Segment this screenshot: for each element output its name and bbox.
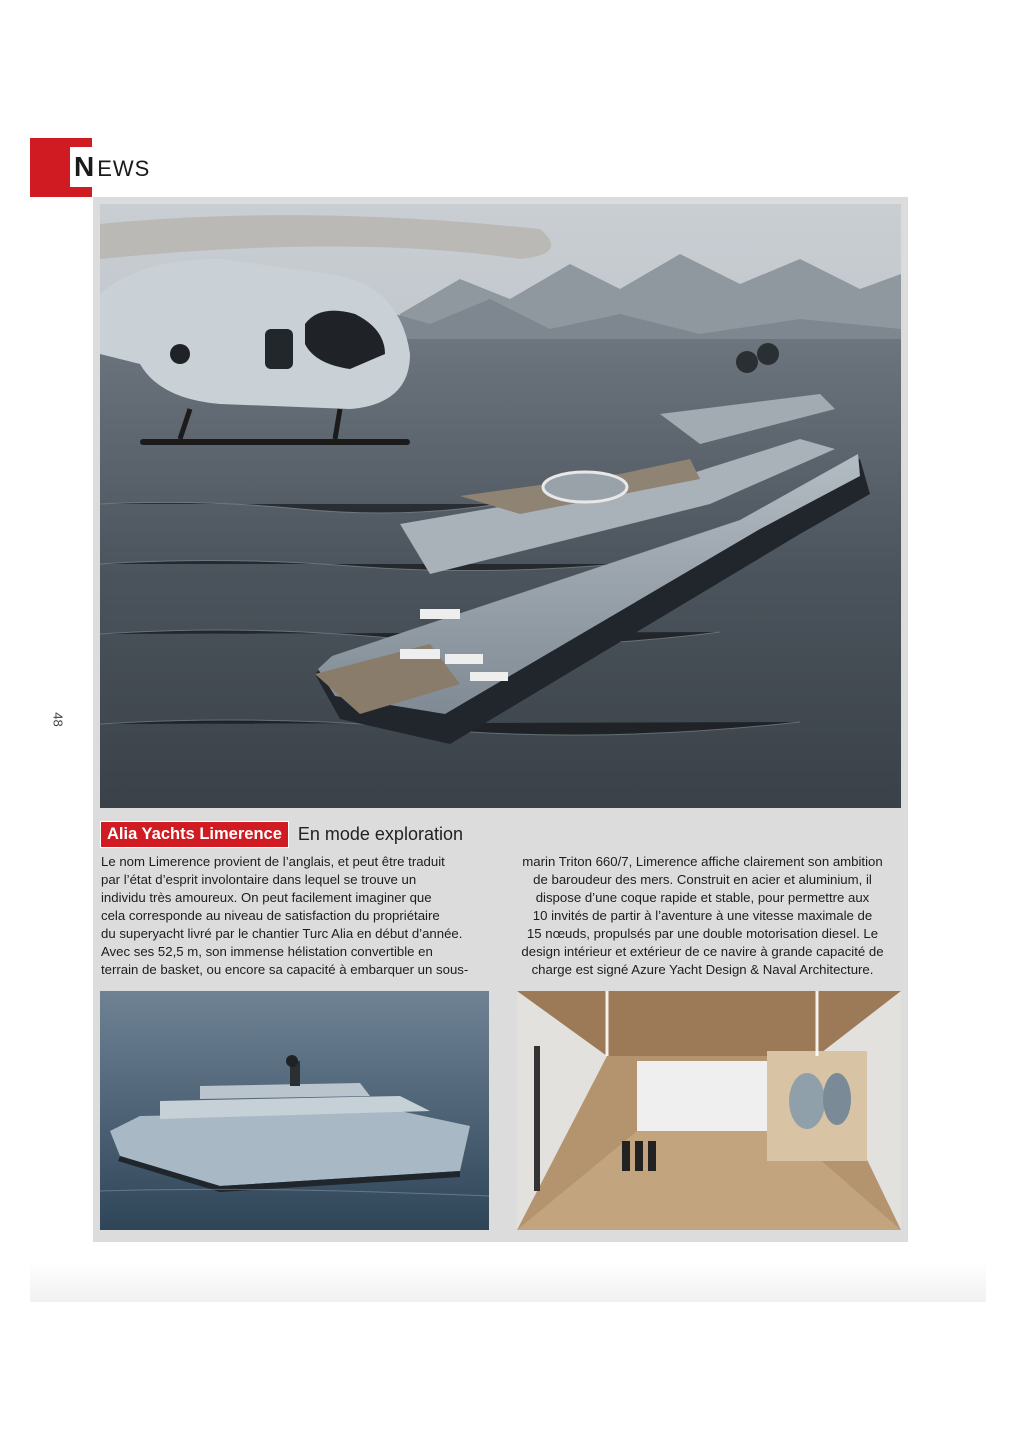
- text-line: du superyacht livré par le chantier Turc Alia en début d’année.: [101, 926, 463, 941]
- section-label: EWS: [97, 155, 151, 181]
- article-title-row: [100, 821, 463, 847]
- article-subtitle: En mode exploration: [297, 823, 463, 844]
- text-line: Avec ses 52,5 m, son immense hélistation convertible en: [101, 944, 433, 959]
- text-line: 15 nœuds, propulsés par une double motorisation diesel. Le: [526, 926, 879, 941]
- text-line: de baroudeur des mers. Construit en acier et aluminium, il: [533, 872, 872, 887]
- section-header: [70, 147, 150, 187]
- text-line: terrain de basket, ou encore sa capacité à embarquer un sous-: [101, 962, 469, 977]
- section-initial: N: [70, 147, 97, 187]
- text-line: cela corresponde au niveau de satisfaction du propriétaire: [101, 908, 440, 923]
- article-column-1: [101, 853, 476, 979]
- text-line: 10 invités de partir à l’aventure à une vitesse maximale de: [532, 908, 873, 923]
- article-title-tag: Alia Yachts Limerence: [100, 821, 289, 848]
- photo-interior-graphic: [517, 991, 901, 1230]
- page-number: 48: [50, 712, 66, 727]
- text-line: dispose d’une coque rapide et stable, pour permettre aux: [535, 890, 870, 905]
- text-line: individu très amoureux. On peut facilement imaginer que: [101, 890, 432, 905]
- photo-yacht-cruising: [100, 991, 489, 1230]
- text-line: Le nom Limerence provient de l’anglais, et peut être traduit: [101, 854, 445, 869]
- text-line: design intérieur et extérieur de ce navire à grande capacité de: [521, 944, 884, 959]
- photo-yacht-graphic: [100, 991, 489, 1230]
- article-column-2: [510, 853, 895, 979]
- photo-interior-garage: [517, 991, 901, 1230]
- text-line: marin Triton 660/7, Limerence affiche clairement son ambition: [522, 854, 883, 869]
- page-bottom-edge: [30, 1262, 986, 1302]
- text-line: par l’état d’esprit involontaire dans lequel se trouve un: [101, 872, 417, 887]
- hero-photo-graphic: [100, 204, 901, 808]
- text-line: charge est signé Azure Yacht Design & Naval Architecture.: [531, 962, 874, 977]
- hero-photo-yacht-helicopter: [100, 204, 901, 808]
